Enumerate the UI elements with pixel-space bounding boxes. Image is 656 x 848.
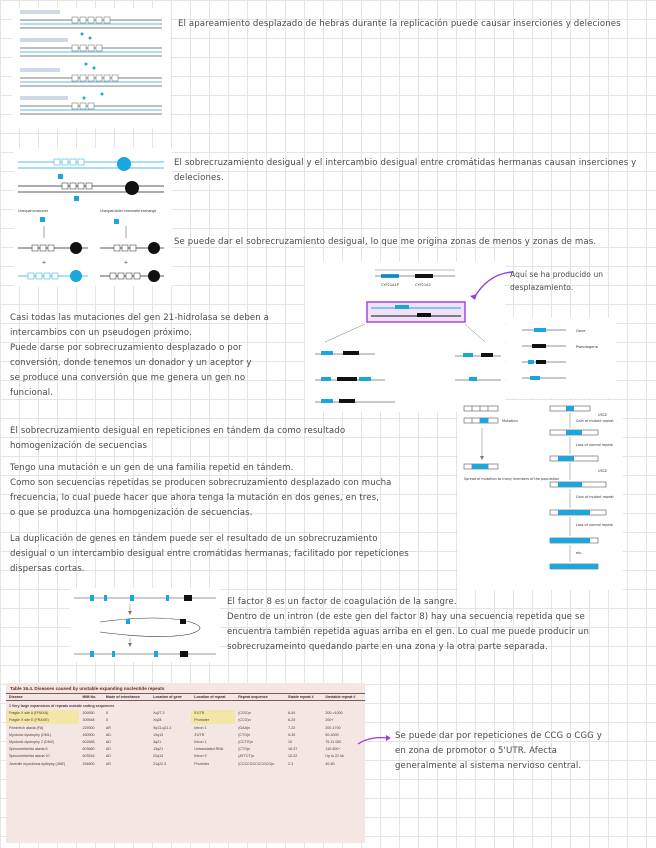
table-cell: Xq27.3 <box>153 711 165 716</box>
line: sobrecruzameinto quedando parte en una zona y la otra parte separada. <box>227 642 548 652</box>
line: intercambios con un pseudogen próximo. <box>10 328 192 338</box>
table-cell: 16-37 <box>288 747 298 752</box>
line: La duplicación de genes en tándem puede ser el resultado de un sobrecruzamiento <box>10 534 378 544</box>
line: Tengo una mutación e un gen de una familia repetid en tándem. <box>10 463 294 473</box>
table-cell: 254800 <box>82 761 95 766</box>
slipped-mispairing-figure <box>12 8 170 128</box>
line: se produce una conversión que me genera un gen no <box>10 373 246 383</box>
col-header: Disease <box>6 694 79 701</box>
note-tandem-mutation <box>10 461 460 521</box>
col-header: Unstable repeat # <box>322 694 365 701</box>
label-spread: Spread of mutation to many members of the population <box>464 477 560 481</box>
col-header: MIM No. <box>79 694 102 701</box>
line: desigual o un intercambio desigual entre cromátidas hermanas, facilitado por repeticiones <box>10 549 409 559</box>
label-pseudogene: Pseudogene <box>576 345 598 349</box>
table-cell: (ATTCT)n <box>238 754 254 759</box>
col-header: Stable repeat # <box>285 694 322 701</box>
table-cell: X <box>105 718 109 723</box>
table-row <box>6 717 365 724</box>
note-homogenizacion <box>10 424 450 454</box>
table-cell: 200+ <box>325 718 334 723</box>
table-cell: (CCG)n <box>238 718 251 723</box>
table-cell: (GAA)n <box>238 725 251 730</box>
table-cell: Fragile X site E (FRAXE) <box>6 717 79 724</box>
table-cell: Juvenile myoclonus epilepsy (JME) <box>9 761 66 766</box>
line: dispersas cortas. <box>10 564 85 574</box>
table-cell: 603516 <box>82 754 95 759</box>
table-cell: 22q13 <box>153 754 164 759</box>
table-cell: 110-500+ <box>325 747 341 752</box>
svg-text:etc.: etc. <box>576 551 583 555</box>
line: Se puede dar por repeticiones de CCG o CGG y <box>395 731 602 741</box>
tandem-mutation-figure <box>458 400 623 590</box>
table-cell: Myotonic dystrophy 2 (DM2) <box>9 739 54 744</box>
table-caption: Table 16.4. Diseases caused by unstable expanding nucleotide repeats <box>10 686 165 691</box>
note-tandem-duplication <box>10 532 460 577</box>
table-cell: (CCCCGCCCCGCG)n <box>238 761 275 766</box>
line: El sobrecruzamiento desigual en repeticiones en tándem da como resultado <box>10 426 346 436</box>
table-section-label: 1 Very large expansions of repeats outside coding sequences <box>9 704 115 708</box>
table-cell: 40-80 <box>325 761 335 766</box>
table-cell: 160900 <box>82 732 95 737</box>
line: conversión, donde tenemos un donador y un aceptor y <box>10 358 252 368</box>
table-row <box>6 731 365 738</box>
label-unequal-sister: Unequal sister chromatid exchange <box>100 209 157 213</box>
label-gain-2: Gain of mutant repeat <box>576 495 614 499</box>
table-cell: 200-1700 <box>325 725 341 730</box>
table-cell: 10-22 <box>288 754 298 759</box>
table-header-row <box>6 694 365 701</box>
line: Puede darse por sobrecruzamiento desplazado o por <box>10 343 242 353</box>
cyp21-legend-figure <box>506 318 616 398</box>
unequal-crossover-figure <box>14 148 172 286</box>
table-cell: AR <box>105 725 111 730</box>
line: generalmente al sistema nervioso central. <box>395 761 582 771</box>
arrow-to-displacement <box>468 268 514 304</box>
table-cell: 309550 <box>82 711 95 716</box>
label-cyp21p: CYP21A1P <box>381 283 399 287</box>
table-cell: 603680 <box>82 747 95 752</box>
note-slipped-mispairing: El apareamiento desplazado de hebras durante la replicación puede causar inserciones y deleciones <box>178 19 621 29</box>
table-grid <box>6 693 365 767</box>
arrow-to-table <box>356 732 392 748</box>
label-gain-1: Gain of mutant repeat <box>576 419 614 423</box>
table-cell: (CTG)n <box>238 747 251 752</box>
table-row <box>6 724 365 731</box>
line: Como son secuencias repetidas se producen sobrecruzamiento desplazado con mucha <box>10 478 392 488</box>
line: homogenización de secuencias <box>10 441 148 451</box>
table-cell: Intron 1 <box>194 725 207 730</box>
table-cell: 6-54 <box>288 711 296 716</box>
table-cell: 19q13 <box>153 732 164 737</box>
line: funcional. <box>10 388 54 398</box>
table-row <box>6 753 365 760</box>
table-row <box>6 760 365 767</box>
repeat-diseases-table <box>6 683 365 843</box>
table-cell: Intron 9 <box>194 754 207 759</box>
line: o que se produzca una homogenización de secuencias. <box>10 508 253 518</box>
line: Casi todas las mutaciones del gen 21-hidrolasa se deben a <box>10 313 270 323</box>
table-cell: 200->1000 <box>325 711 343 716</box>
table-cell: 50-4000 <box>325 732 339 737</box>
table-cell: 10 <box>288 739 293 744</box>
table-cell: Xq28 <box>153 718 162 723</box>
svg-text:+: + <box>123 260 129 266</box>
label-gene: Gene <box>576 329 586 333</box>
note-unequal-zones: Se puede dar el sobrecruzamiento desigual, lo que me origina zonas de menos y zonas de mas. <box>174 237 597 247</box>
table-row <box>6 710 365 717</box>
note-21-hidrolasa <box>10 311 310 401</box>
table-cell: Promoter <box>194 761 210 766</box>
note-factor8 <box>227 595 647 655</box>
table-cell: X <box>105 711 109 716</box>
table-cell: AD <box>105 739 111 744</box>
table-cell: Intron 1 <box>194 739 207 744</box>
svg-text:+: + <box>41 260 47 266</box>
table-cell: 3'UTR <box>194 732 205 737</box>
col-header: Repeat sequence <box>235 694 285 701</box>
label-loss-2: Loss of normal repeat <box>576 523 613 527</box>
label-unequal-crossover: Unequal crossover <box>18 209 48 213</box>
table-cell: 6-25 <box>288 718 296 723</box>
table-row <box>6 738 365 745</box>
table-cell: 309548 <box>82 718 95 723</box>
table-cell: 5-35 <box>288 732 296 737</box>
table-cell: 7-22 <box>288 725 296 730</box>
table-cell: AR <box>105 761 111 766</box>
table-cell: 21q22.3 <box>153 761 167 766</box>
table-cell: Promoter <box>191 717 235 724</box>
col-header: Location of gene <box>150 694 191 701</box>
label-usce-2: USCE <box>598 469 608 473</box>
table-cell: AD <box>105 732 111 737</box>
table-cell: 5'UTR <box>191 710 235 717</box>
table-cell: 602668 <box>82 739 95 744</box>
table-cell: 9q13-q21.1 <box>153 725 172 730</box>
table-cell: 2-3 <box>288 761 294 766</box>
label-loss-1: Loss of normal repeat <box>576 443 613 447</box>
line: en zona de promotor o 5'UTR. Afecta <box>395 746 557 756</box>
table-cell: 3q21 <box>153 739 162 744</box>
line: Dentro de un intron (de este gen del factor 8) hay una secuencia repetida que se <box>227 612 585 622</box>
table-cell: AD <box>105 747 111 752</box>
table-cell: 229300 <box>82 725 95 730</box>
table-cell: (CTG)n <box>238 732 251 737</box>
table-cell: Spinocerebellar ataxia 10 <box>9 754 50 759</box>
table-cell: 75-11 000 <box>325 739 342 744</box>
table-cell: Untranslated RNA <box>194 747 224 752</box>
table-cell: Fragile X site A (FRAXA) <box>6 710 79 717</box>
table-cell: AD <box>105 754 111 759</box>
table-cell: Spinocerebellar ataxia 8 <box>9 747 48 752</box>
label-usce-1: USCE <box>598 413 608 417</box>
table-cell: (CCTG)n <box>238 739 253 744</box>
note-displacement: Aquí se ha producido un desplazamiento. <box>510 270 604 292</box>
col-header: Mode of inheritance <box>103 694 150 701</box>
factor8-figure <box>70 588 220 662</box>
table-cell: Friedreich ataxia (FA) <box>9 725 44 730</box>
label-cyp21: CYP21A2 <box>415 283 431 287</box>
line: El factor 8 es un factor de coagulación de la sangre. <box>227 597 457 607</box>
table-row <box>6 746 365 753</box>
col-header: Location of repeat <box>191 694 235 701</box>
note-unequal-crossover: El sobrecruzamiento desigual y el intercambio desigual entre cromátidas hermanas causan inserciones y deleciones. <box>174 158 637 183</box>
table-section-row <box>6 701 365 710</box>
table-cell: (CGG)n <box>238 711 251 716</box>
line: frecuencia, lo cual puede hacer que ahora tenga la mutación en dos genes, en tres, <box>10 493 380 503</box>
table-cell: Myotonic dystrophy (DM1) <box>9 732 51 737</box>
table-cell: 13q21 <box>153 747 164 752</box>
table-cell: Up to 22 kb <box>325 754 344 759</box>
label-mutation: Mutation <box>502 419 518 423</box>
note-ccg-repeats <box>395 729 645 774</box>
line: encuentra también repetida aguas arriba en el gen. Lo cual me puede producir un <box>227 627 589 637</box>
